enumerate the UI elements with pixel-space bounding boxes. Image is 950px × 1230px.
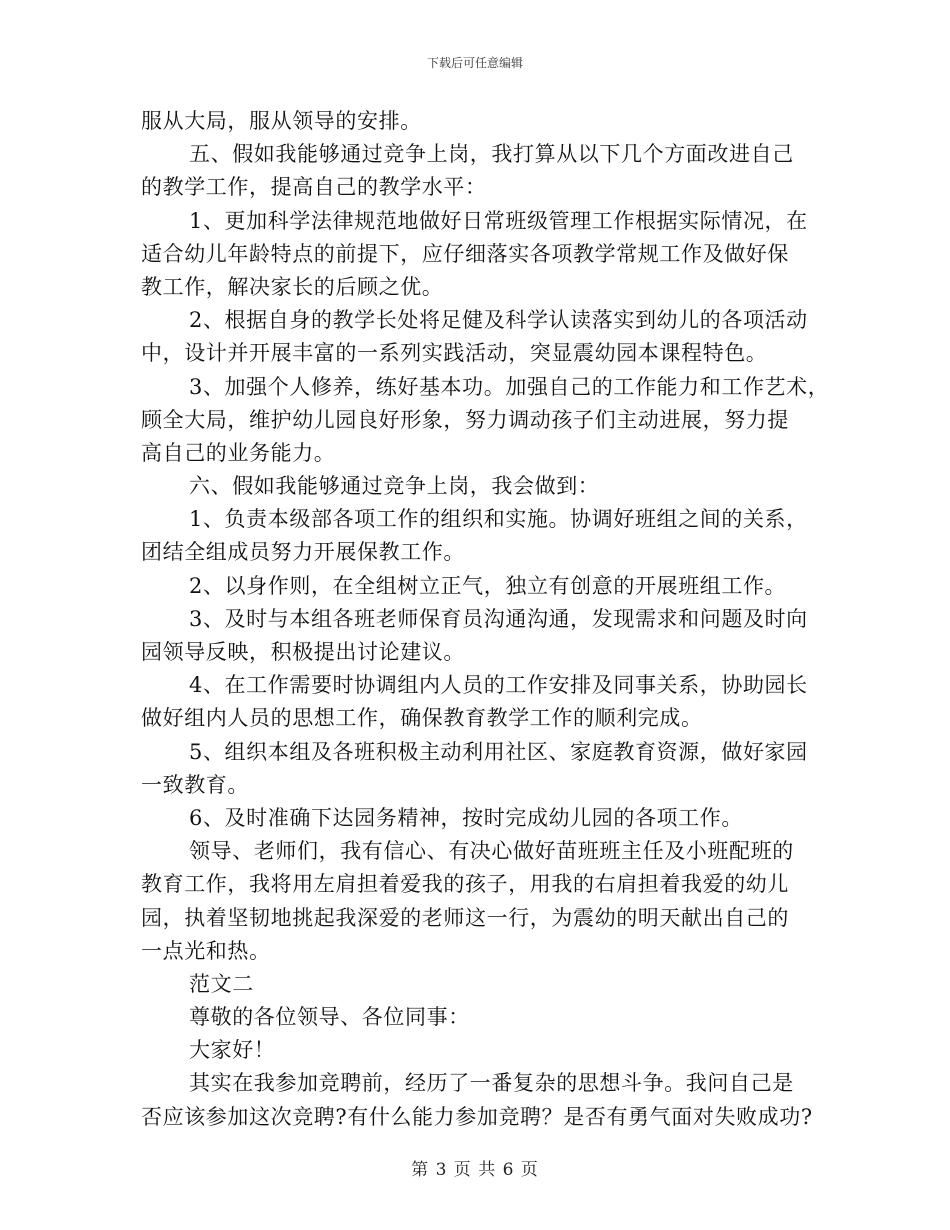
text-line: 五、假如我能够通过竞争上岗，我打算从以下几个方面改进自己 xyxy=(189,142,794,167)
text-line: 团结全组成员努力开展保教工作。 xyxy=(141,540,465,565)
text-line: 做好组内人员的思想工作，确保教育教学工作的顺利完成。 xyxy=(141,706,703,731)
text-line: 2、根据自身的教学长处将足健及科学认读落实到幼儿的各项活动 xyxy=(189,308,808,333)
text-line: 范文二 xyxy=(189,971,254,996)
text-line: 教育工作，我将用左肩担着爱我的孩子，用我的右肩担着我爱的幼儿 xyxy=(141,872,789,897)
text-line: 大家好！ xyxy=(189,1038,276,1063)
text-line: 5、组织本组及各班积极主动利用社区、家庭教育资源，做好家园 xyxy=(189,739,808,764)
text-line: 4、在工作需要时协调组内人员的工作安排及同事关系，协助园长 xyxy=(189,673,808,698)
text-line: 其实在我参加竞聘前，经历了一番复杂的思想斗争。我问自己是 xyxy=(189,1071,794,1096)
text-line: 顾全大局，维护幼儿园良好形象，努力调动孩子们主动进展，努力提 xyxy=(141,407,789,432)
text-line: 教工作，解决家长的后顾之优。 xyxy=(141,274,444,299)
text-line: 1、更加科学法律规范地做好日常班级管理工作根据实际情况，在 xyxy=(189,208,808,233)
page-header: 下载后可任意编辑 xyxy=(426,56,523,70)
text-line: 服从大局，服从领导的安排。 xyxy=(141,109,422,133)
text-line: 园领导反映，积极提出讨论建议。 xyxy=(141,640,465,664)
text-line: 六、假如我能够通过竞争上岗，我会做到： xyxy=(189,474,600,499)
text-line: 适合幼儿年龄特点的前提下，应仔细落实各项教学常规工作及做好保 xyxy=(141,241,789,266)
text-line: 领导、老师们，我有信心、有决心做好苗班班主任及小班配班的 xyxy=(189,839,794,864)
text-line: 高自己的业务能力。 xyxy=(141,440,336,465)
text-line: 6、及时准确下达园务精神，按时完成幼儿园的各项工作。 xyxy=(189,805,743,830)
text-line: 2、以身作则，在全组树立正气，独立有创意的开展班组工作。 xyxy=(189,573,787,598)
text-line: 3、及时与本组各班老师保育员沟通沟通，发现需求和问题及时向 xyxy=(189,606,808,631)
text-line: 中，设计并开展丰富的一系列实践活动，突显震幼园本课程特色。 xyxy=(141,341,768,366)
document-body xyxy=(141,105,831,1134)
text-line: 尊敬的各位领导、各位同事： xyxy=(189,1005,470,1030)
text-line: 一致教育。 xyxy=(141,772,249,797)
text-line: 的教学工作，提高自己的教学水平： xyxy=(141,175,487,200)
text-line: 1、负责本级部各项工作的组织和实施。协调好班组之间的关系， xyxy=(189,507,808,532)
text-line: 否应该参加这次竞聘?有什么能力参加竞聘？是否有勇气面对失败成功? xyxy=(141,1104,813,1129)
text-line: 3、加强个人修养，练好基本功。加强自己的工作能力和工作艺术， xyxy=(189,374,830,399)
text-line: 一点光和热。 xyxy=(141,938,271,963)
page-footer: 第 3 页 共 6 页 xyxy=(411,1160,539,1180)
text-line: 园，执着坚韧地挑起我深爱的老师这一行，为震幼的明天献出自己的 xyxy=(141,905,789,930)
